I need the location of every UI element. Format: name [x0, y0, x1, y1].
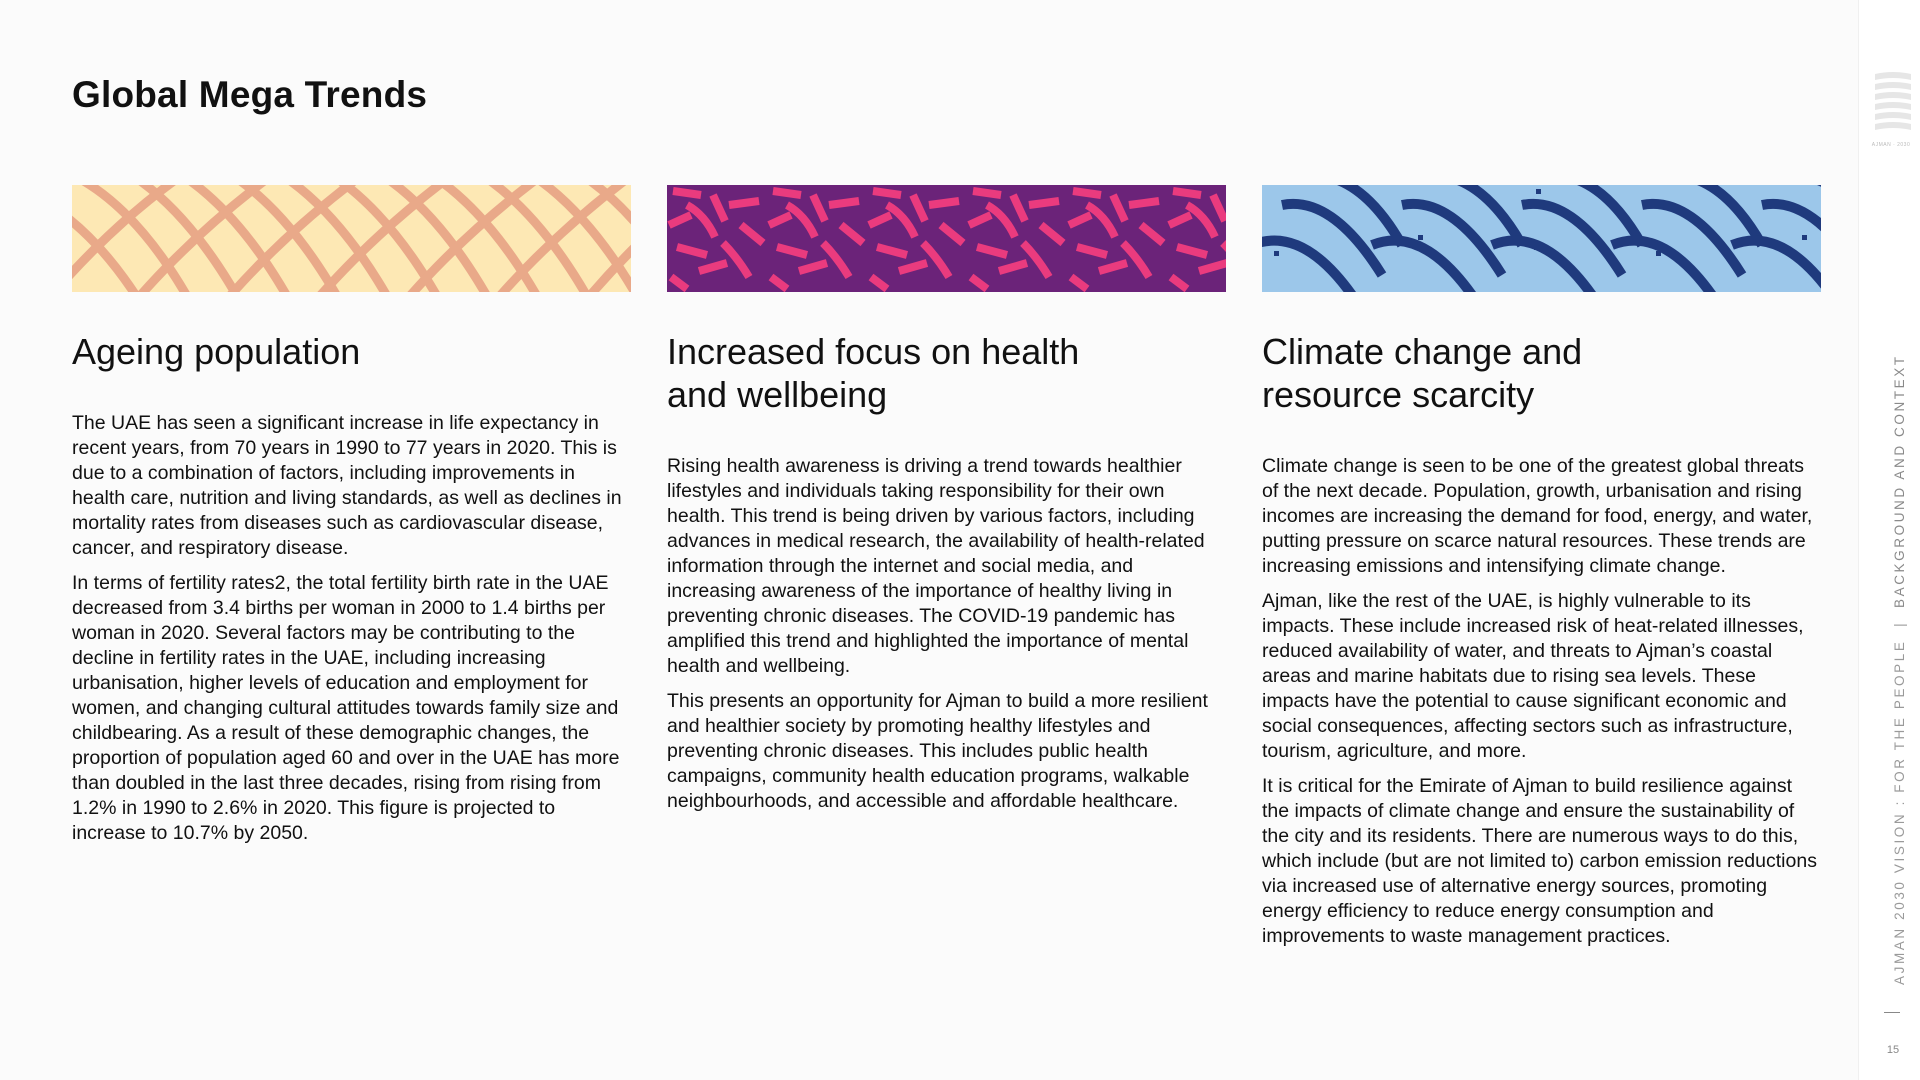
body-paragraph: It is critical for the Emirate of Ajman to build resilience against the impacts of climate change and ensure the sustainability of the city and its residents. There are numerous ways to do this, which include (but are not limited to) carbon emission reductions via increased use of alternative energy sources, promoting energy efficiency to reduce energy consumption and improvements to waste management practices. — [1262, 775, 1817, 947]
ajman-logo-icon — [1873, 70, 1913, 140]
pattern-banner-dashes — [667, 185, 1226, 292]
sidebar — [1858, 0, 1920, 1080]
column-body — [667, 454, 1226, 814]
pattern-banner-waves — [1262, 185, 1821, 292]
body-paragraph: Ajman, like the rest of the UAE, is highly vulnerable to its impacts. These include increased risk of heat-related illnesses, reduced availability of water, and threats to Ajman’s coastal areas and marine habitats due to rising sea levels. These impacts have the potential to cause significant economic and social consequences, affecting sectors such as infrastructure, tourism, agriculture, and more. — [1262, 590, 1804, 762]
column-body — [72, 411, 631, 846]
body-paragraph: This presents an opportunity for Ajman to build a more resilient and healthier society by promoting healthy lifestyles and preventing chronic diseases. This includes public health campaigns, community health education programs, walkable neighbourhoods, and accessible and affordable healthcare. — [667, 690, 1208, 812]
body-paragraph: Climate change is seen to be one of the greatest global threats of the next decade. Population, growth, urbanisation and rising incomes are increasing the demand for food, energy, and water, putting pressure on scarce natural resources. These trends are increasing emissions and intensifying climate change. — [1262, 455, 1813, 577]
column-body — [1262, 454, 1821, 949]
column-heading: Climate change and resource scarcity — [1262, 331, 1583, 415]
column-health-wellbeing — [667, 185, 1226, 824]
footer-label-section: BACKGROUND AND CONTEXT — [1892, 354, 1907, 608]
footer-divider — [1884, 1012, 1900, 1013]
page-number: 15 — [1886, 1044, 1900, 1056]
column-heading: Increased focus on health and wellbeing — [667, 331, 1080, 415]
body-paragraph: The UAE has seen a significant increase in life expectancy in recent years, from 70 years in 1990 to 77 years in 2020. This is due to a combination of factors, including improvements in health care, nutrition and living standards, as well as declines in mortality rates from diseases such as cardiovascular disease, cancer, and respiratory disease. — [72, 412, 622, 559]
column-heading: Ageing population — [72, 331, 361, 372]
page-title: Global Mega Trends — [72, 74, 428, 115]
running-footer-label — [1892, 354, 1907, 985]
logo-caption: AJMAN · 2030 — [1871, 142, 1911, 148]
body-paragraph: In terms of fertility rates2, the total fertility birth rate in the UAE decreased from 3.4 births per woman in 2000 to 1.4 births per woman in 2020. Several factors may be contributing to the decline in fertility rates in the UAE, including increasing urbanisation, higher levels of education and employment for women, and changing cultural attitudes towards family size and childbearing. As a result of these demographic changes, the proportion of population aged 60 and over in the UAE has more than doubled in the last three decades, rising from rising from 1.2% in 1990 to 2.6% in 2020. This figure is projected to increase to 10.7% by 2050. — [72, 572, 620, 844]
column-ageing-population — [72, 185, 631, 856]
column-climate-change — [1262, 185, 1821, 959]
body-paragraph: Rising health awareness is driving a trend towards healthier lifestyles and individuals taking responsibility for their own health. This trend is being driven by various factors, including advances in medical research, the availability of health-related information through the internet and social media, and increasing awareness of the importance of healthy living in preventing chronic diseases. The COVID-19 pandemic has amplified this trend and highlighted the importance of mental health and wellbeing. — [667, 455, 1205, 677]
footer-label-light: AJMAN 2030 VISION : FOR THE PEOPLE | — [1892, 608, 1907, 985]
pattern-banner-arcs — [72, 185, 631, 292]
